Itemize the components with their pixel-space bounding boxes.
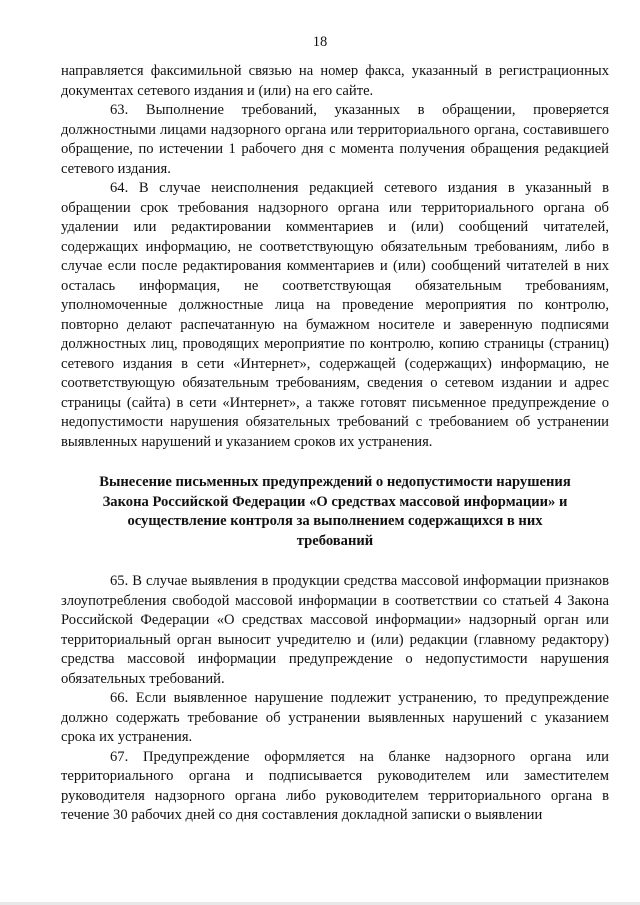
page-number: 18 [312,34,328,50]
paragraph-65: 65. В случае выявления в продукции средства массовой информации признаков злоупотребления свободой массовой информации в соответствии со статьей 4 Закона Российской Федерации «О средствах массовой информации» надзорный орган или территориальный орган выносит учредителю и (или) редакции (главному редактору) средства массовой информации предупреждение о недопустимости нарушения обязательных требований. [61,573,609,687]
paragraph-66: 66. Если выявленное нарушение подлежит устранению, то предупреждение должно содержать требование об устранении выявленных нарушений с указанием срока их устранения. [61,690,609,745]
paragraph-63: 63. Выполнение требований, указанных в обращении, проверяется должностными лицами надзорного органа или территориального органа, составившего обращение, по истечении 1 рабочего дня с момента получения обращения редакцией сетевого издания. [61,102,609,177]
paragraph-continuation: направляется факсимильной связью на номер факса, указанный в регистрационных документах сетевого издания и (или) на его сайте. [61,63,609,99]
section-heading: Вынесение письменных предупреждений о недопустимости нарушения Закона Российской Федерации «О средствах массовой информации» и осуществление контроля за выполнением содержащихся в них требований [99,474,571,549]
paragraph-67: 67. Предупреждение оформляется на бланке надзорного органа или территориального органа и подписывается руководителем или заместителем руководителя надзорного органа либо руководителем территориального органа в течение 30 рабочих дней со дня составления докладной записки о выявлении [61,748,609,823]
paragraph-64: 64. В случае неисполнения редакцией сетевого издания в указанный в обращении срок требования надзорного органа или территориального органа об удалении или редактировании комментариев и (или) сообщений читателей, содержащих информацию, не соответствующую обязательным требованиям, либо в случае если после редактирования комментариев и (или) сообщений читателей в них осталась информация, не соответствующая обязательным требованиям, уполномоченные должностные лица на проведение мероприятия по контролю, повторно делают распечатанную на бумажном носителе и заверенную подписями должностных лиц, проводящих мероприятие по контролю, копию страницы (страниц) сетевого издания в сети «Интернет», содержащей (содержащих) информацию, не соответствующую обязательным требованиям, сведения о сетевом издании и адрес страницы (сайта) в сети «Интернет», а также готовят письменное предупреждение о недопустимости нарушения обязательных требований с требованием об устранении выявленных нарушений и указанием сроков их устранения. [61,180,609,450]
document-body [61,62,609,826]
